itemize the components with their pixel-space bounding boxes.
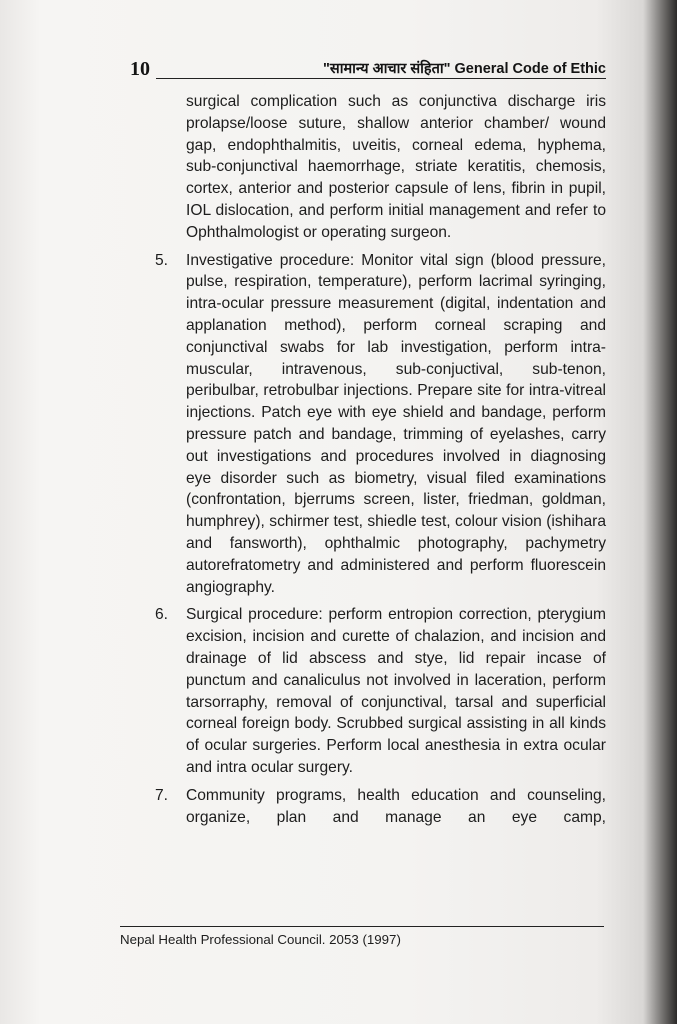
list-item-number: 6. <box>155 606 169 624</box>
list-item-text: Investigative procedure: Monitor vital sign (blood pressure, pulse, respiration, temperature), perform lacrimal syringing, intra-ocular pressure measurement (digital, indentation and applanation method), perform corneal scraping and conjunctival swabs for lab investigation, perform intra-muscular, intravenous, sub-conjuctival, sub-tenon, peribulbar, retrobulbar injections. Prepare site for intra-vitreal injections. Patch eye with eye shield and bandage, perform pressure patch and bandage, trimming of eyelashes, carry out investigations and procedures involved in diagnosing eye disorder such as biometry, visual filed examinations (confrontation, bjerrums screen, lister, friedman, goldman, humphrey), schirmer test, shiedle test, colour vision (ishihara and fansworth), ophthalmic photography, pachymetry autorefratometry and administered and perform fluorescein angiography. <box>186 251 606 596</box>
header-rule <box>156 78 606 79</box>
list-item-text: Community programs, health education and counseling, organize, plan and manage an eye camp, <box>186 786 606 826</box>
footer-rule <box>120 926 604 927</box>
list-item-6 <box>155 604 606 778</box>
list-item-number: 5. <box>155 251 169 269</box>
list-item-7 <box>155 785 606 829</box>
header-title: "सामान्य आचार संहिता" General Code of Ethic <box>323 61 606 77</box>
list-item-5 <box>155 250 606 599</box>
list-item-text: Surgical procedure: perform entropion correction, pterygium excision, incision and curette of chalazion, and incision and drainage of lid abscess and stye, lid repair incase of punctum and canaliculus not involved in laceration, perform tarsorraphy, removal of conjunctival, tarsal and superficial corneal foreign body. Scrubbed surgical assisting in all kinds of ocular surgeries. Perform local anesthesia in extra ocular and intra ocular surgery. <box>186 606 606 776</box>
body-text <box>155 91 606 828</box>
intro-paragraph: surgical complication such as conjunctiva discharge iris prolapse/loose suture, shallow anterior chamber/ wound gap, endophthalmitis, uveitis, corneal edema, hyphema, sub-conjunctival haemorrhage, striate keratitis, chemosis, cortex, anterior and posterior capsule of lens, fibrin in pupil, IOL dislocation, and perform initial management and refer to Ophthalmologist or operating surgeon. <box>186 93 606 241</box>
list-item-number: 7. <box>155 786 169 804</box>
page-number: 10 <box>130 58 150 80</box>
page-header <box>128 56 606 82</box>
page-footer: Nepal Health Professional Council. 2053 (1997) <box>120 932 401 947</box>
